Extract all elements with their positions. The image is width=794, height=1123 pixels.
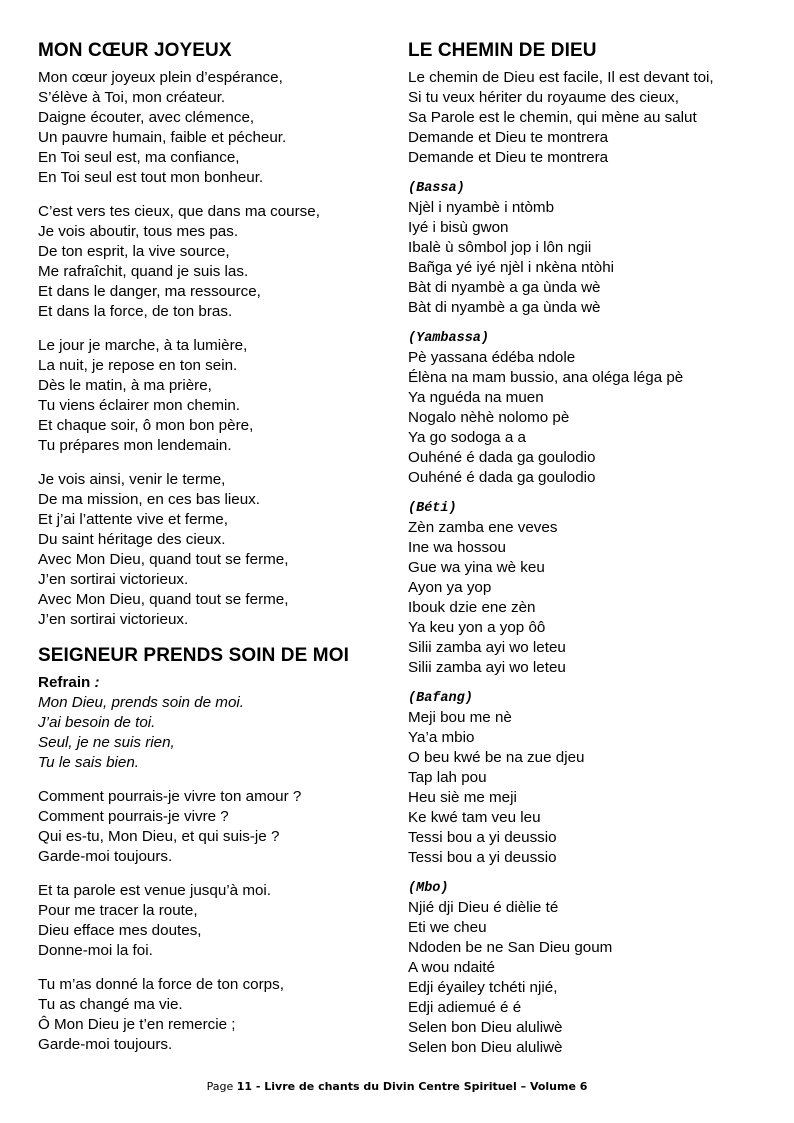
stanza — [38, 336, 388, 456]
lyric-line: Njié dji Dieu é dièlie té — [408, 899, 559, 916]
lyric-line: Avec Mon Dieu, quand tout se ferme, — [38, 591, 289, 608]
lyric-line: Sa Parole est le chemin, qui mène au salut — [408, 109, 697, 126]
lyric-line: Avec Mon Dieu, quand tout se ferme, — [38, 551, 289, 568]
lyric-line: De ton esprit, la vive source, — [38, 243, 230, 260]
lyric-line: Ayon ya yop — [408, 579, 492, 596]
lyric-line: Tap lah pou — [408, 769, 487, 786]
right-column — [408, 40, 768, 1058]
lyric-line: A wou ndaité — [408, 959, 495, 976]
lyric-line: Et ta parole est venue jusqu’à moi. — [38, 882, 272, 899]
lyric-line: Dieu efface mes doutes, — [38, 922, 202, 939]
section-bafang — [408, 690, 768, 868]
lyric-line: Donne-moi la foi. — [38, 942, 153, 959]
lyric-line: Ndoden be ne San Dieu goum — [408, 939, 613, 956]
lyric-line: Pour me tracer la route, — [38, 902, 198, 919]
song-title-seigneur-prends-soin: SEIGNEUR PRENDS SOIN DE MOI — [38, 645, 349, 666]
lyric-line: Heu siè me meji — [408, 789, 517, 806]
lyric-line: Ouhéné é dada ga goulodio — [408, 449, 596, 466]
section-mbo — [408, 880, 768, 1058]
song-le-chemin-de-dieu — [408, 68, 768, 1058]
refrain-line: Mon Dieu, prends soin de moi. — [38, 694, 244, 711]
lyric-line: Tu m’as donné la force de ton corps, — [38, 976, 284, 993]
lyric-line: Et dans la force, de ton bras. — [38, 303, 233, 320]
lyric-line: Silii zamba ayi wo leteu — [408, 659, 566, 676]
lyric-line: De ma mission, en ces bas lieux. — [38, 491, 260, 508]
language-tag: (Béti) — [408, 501, 457, 516]
language-tag: (Mbo) — [408, 881, 449, 896]
stanza — [38, 881, 388, 961]
stanza — [38, 787, 388, 867]
lyric-line: Tu prépares mon lendemain. — [38, 437, 232, 454]
lyric-line: Et dans le danger, ma ressource, — [38, 283, 261, 300]
lyric-line: Du saint héritage des cieux. — [38, 531, 226, 548]
lyric-line: Ine wa hossou — [408, 539, 506, 556]
stanza — [38, 202, 388, 322]
lyric-line: Ibalè ù sômbol jop i lôn ngii — [408, 239, 592, 256]
lyric-line: Mon cœur joyeux plein d’espérance, — [38, 69, 283, 86]
lyric-line: Un pauvre humain, faible et pécheur. — [38, 129, 287, 146]
lyric-line: Selen bon Dieu aluliwè — [408, 1039, 563, 1056]
lyric-line: Ô Mon Dieu je t’en remercie ; — [38, 1016, 236, 1033]
lyric-line: Pè yassana édéba ndole — [408, 349, 576, 366]
refrain-label: Refrain : — [38, 674, 100, 691]
lyric-line: Ya’a mbio — [408, 729, 475, 746]
page-number: 11 — [236, 1080, 253, 1093]
lyric-line: Gue wa yina wè keu — [408, 559, 545, 576]
lyric-line: J’en sortirai victorieux. — [38, 571, 189, 588]
lyric-line: Ya go sodoga a a — [408, 429, 526, 446]
refrain-line: J’ai besoin de toi. — [38, 714, 156, 731]
lyric-line: Garde-moi toujours. — [38, 1036, 173, 1053]
lyric-line: En Toi seul est tout mon bonheur. — [38, 169, 264, 186]
stanza — [38, 470, 388, 630]
lyric-line: Le jour je marche, à ta lumière, — [38, 337, 248, 354]
page-footer — [0, 1080, 794, 1093]
section-bassa — [408, 180, 768, 318]
lyric-line: Bàt di nyambè a ga ùnda wè — [408, 279, 601, 296]
lyric-line: J’en sortirai victorieux. — [38, 611, 189, 628]
section-yambassa — [408, 330, 768, 488]
lyric-line: Njèl i nyambè i ntòmb — [408, 199, 555, 216]
stanza — [38, 975, 388, 1055]
lyric-line: S’élève à Toi, mon créateur. — [38, 89, 226, 106]
lyric-line: Comment pourrais-je vivre ? — [38, 808, 229, 825]
lyric-line: Me rafraîchit, quand je suis las. — [38, 263, 249, 280]
lyric-line: Silii zamba ayi wo leteu — [408, 639, 566, 656]
lyric-line: Comment pourrais-je vivre ton amour ? — [38, 788, 302, 805]
lyric-line: Edji adiemué é é — [408, 999, 522, 1016]
lyric-line: Je vois aboutir, tous mes pas. — [38, 223, 239, 240]
lyric-line: Ya nguéda na muen — [408, 389, 544, 406]
lyric-line: Dès le matin, à ma prière, — [38, 377, 212, 394]
lyric-line: Ouhéné é dada ga goulodio — [408, 469, 596, 486]
lyric-line: Et j’ai l’attente vive et ferme, — [38, 511, 228, 528]
footer-book-title: - Livre de chants du Divin Centre Spirituel – Volume 6 — [252, 1080, 588, 1093]
lyric-line: Iyé i bisù gwon — [408, 219, 509, 236]
lyric-line: Tu as changé ma vie. — [38, 996, 183, 1013]
lyric-line: Le chemin de Dieu est facile, Il est devant toi, — [408, 69, 714, 86]
refrain — [38, 673, 388, 773]
lyric-line: Zèn zamba ene veves — [408, 519, 558, 536]
lyric-line: C’est vers tes cieux, que dans ma course, — [38, 203, 320, 220]
lyric-line: Et chaque soir, ô mon bon père, — [38, 417, 254, 434]
lyric-line: En Toi seul est, ma confiance, — [38, 149, 240, 166]
lyric-line: Garde-moi toujours. — [38, 848, 173, 865]
song-seigneur-prends-soin — [38, 673, 388, 1055]
lyric-line: Meji bou me nè — [408, 709, 512, 726]
lyric-line: Ke kwé tam veu leu — [408, 809, 541, 826]
section-beti — [408, 500, 768, 678]
lyric-line: Bàt di nyambè a ga ùnda wè — [408, 299, 601, 316]
lyric-line: Élèna na mam bussio, ana oléga léga pè — [408, 369, 684, 386]
lyric-line: Demande et Dieu te montrera — [408, 129, 609, 146]
language-tag: (Bassa) — [408, 181, 465, 196]
lyric-line: Tu viens éclairer mon chemin. — [38, 397, 241, 414]
footer-prefix: Page — [206, 1080, 237, 1093]
lyric-line: Nogalo nèhè nolomo pè — [408, 409, 570, 426]
left-column — [38, 40, 388, 1055]
intro-stanza — [408, 68, 768, 168]
lyric-line: Ya keu yon a yop ôô — [408, 619, 546, 636]
lyric-line: Si tu veux hériter du royaume des cieux, — [408, 89, 679, 106]
lyric-line: Je vois ainsi, venir le terme, — [38, 471, 226, 488]
lyric-line: Tessi bou a yi deussio — [408, 849, 557, 866]
lyric-line: Demande et Dieu te montrera — [408, 149, 609, 166]
language-tag: (Bafang) — [408, 691, 473, 706]
lyric-line: Tessi bou a yi deussio — [408, 829, 557, 846]
lyric-line: La nuit, je repose en ton sein. — [38, 357, 238, 374]
lyric-line: O beu kwé be na zue djeu — [408, 749, 585, 766]
lyric-line: Ibouk dzie ene zèn — [408, 599, 536, 616]
lyric-line: Daigne écouter, avec clémence, — [38, 109, 255, 126]
refrain-line: Seul, je ne suis rien, — [38, 734, 175, 751]
song-title-mon-coeur-joyeux: MON CŒUR JOYEUX — [38, 40, 232, 61]
lyric-line: Qui es-tu, Mon Dieu, et qui suis-je ? — [38, 828, 280, 845]
song-title-le-chemin-de-dieu: LE CHEMIN DE DIEU — [408, 40, 597, 61]
lyric-line: Edji éyailey tchéti njié, — [408, 979, 558, 996]
lyric-line: Eti we cheu — [408, 919, 487, 936]
song-mon-coeur-joyeux — [38, 68, 388, 630]
stanza — [38, 68, 388, 188]
lyric-line: Bañga yé iyé njèl i nkèna ntòhi — [408, 259, 615, 276]
lyric-line: Selen bon Dieu aluliwè — [408, 1019, 563, 1036]
refrain-line: Tu le sais bien. — [38, 754, 140, 771]
language-tag: (Yambassa) — [408, 331, 490, 346]
